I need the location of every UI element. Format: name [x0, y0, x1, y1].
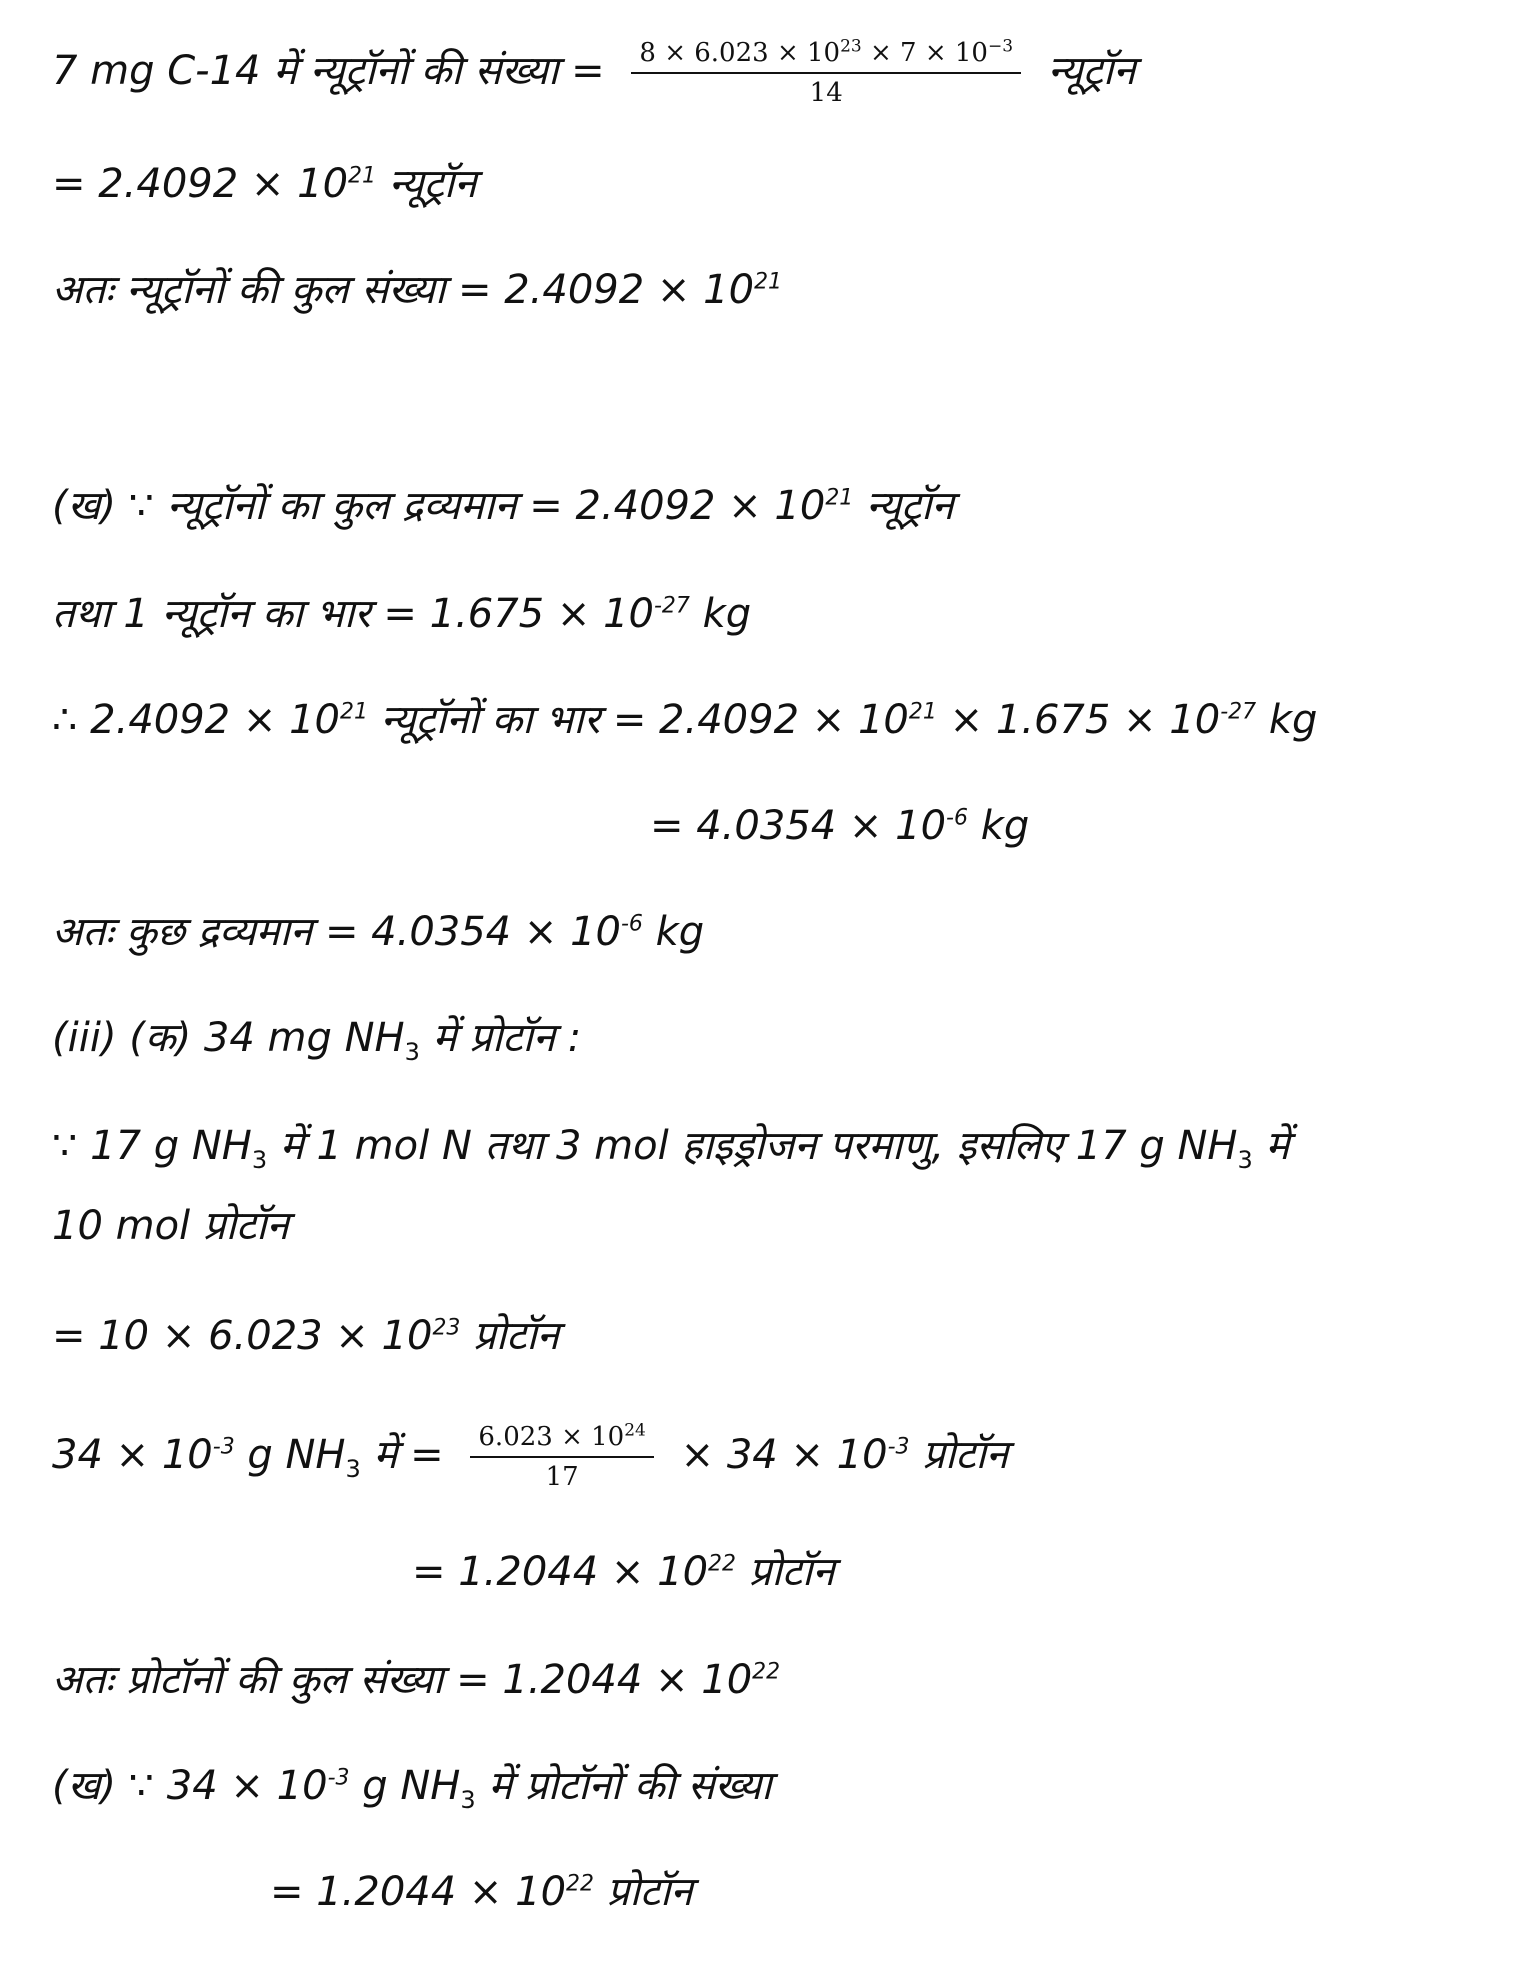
text-segment: प्रोटॉन — [460, 1313, 559, 1359]
superscript: 23 — [432, 1315, 461, 1341]
equation-line — [52, 1120, 1289, 1172]
text-segment: ∴ 2.4092 × 10 — [52, 697, 340, 743]
subscript: 3 — [404, 1038, 420, 1066]
equation-line — [52, 588, 751, 640]
equation-line — [650, 800, 1029, 852]
superscript: 22 — [708, 1551, 737, 1577]
text-segment: 10 mol प्रोटॉन — [52, 1203, 289, 1249]
text-segment: प्रोटॉन — [736, 1549, 835, 1595]
superscript: 21 — [754, 269, 783, 295]
text-segment: में = — [360, 1432, 444, 1478]
text-segment: (iii) (क) 34 mg NH — [52, 1015, 405, 1061]
subscript: 3 — [345, 1455, 361, 1483]
fraction — [631, 36, 1021, 110]
text-segment: kg — [642, 909, 705, 955]
text-segment: = 4.0354 × 10 — [650, 803, 947, 849]
text-segment: न्यूट्रॉन — [853, 483, 954, 529]
text-segment: 7 mg C-14 में न्यूट्रॉनों की संख्या = — [52, 48, 618, 94]
result-line — [52, 906, 704, 958]
text-segment: × 34 × 10 — [680, 1432, 888, 1478]
fraction — [470, 1420, 653, 1494]
text-segment: में प्रोटॉन : — [419, 1015, 582, 1061]
text-segment: g NH — [234, 1432, 346, 1478]
superscript: 22 — [566, 1871, 595, 1897]
text-segment: g NH — [349, 1763, 461, 1809]
equation-line — [52, 1200, 289, 1252]
superscript: 23 — [840, 36, 862, 57]
superscript: 21 — [339, 699, 368, 725]
text-segment: न्यूट्रॉन — [376, 161, 477, 207]
superscript: -6 — [946, 805, 968, 831]
text-segment: प्रोटॉन — [594, 1869, 693, 1915]
text-segment: = 10 × 6.023 × 10 — [52, 1313, 433, 1359]
text-segment: × 7 × 10 — [861, 38, 988, 68]
subscript: 3 — [460, 1786, 476, 1814]
equation-line — [52, 158, 476, 210]
superscript: -3 — [887, 1434, 910, 1460]
fraction-numerator — [470, 1420, 653, 1458]
superscript: -3 — [327, 1765, 350, 1791]
result-line — [52, 1654, 780, 1706]
text-segment: 8 × 6.023 × 10 — [639, 38, 841, 68]
text-segment: अतः प्रोटॉनों की कुल संख्या = 1.2044 × 10 — [52, 1657, 753, 1703]
text-segment: kg — [967, 803, 1030, 849]
subscript: 3 — [1237, 1146, 1253, 1174]
text-segment: = 2.4092 × 10 — [52, 161, 349, 207]
text-segment: में प्रोटॉनों की संख्या — [475, 1763, 772, 1809]
superscript: 21 — [348, 163, 377, 189]
text-segment: = 1.2044 × 10 — [412, 1549, 709, 1595]
equation-line — [52, 1310, 559, 1362]
equation-line — [270, 1866, 693, 1918]
superscript: -6 — [620, 911, 643, 937]
text-segment: × 1.675 × 10 — [936, 697, 1221, 743]
superscript: -27 — [1220, 699, 1257, 725]
text-segment: में — [1252, 1123, 1290, 1169]
text-segment: अतः न्यूट्रॉनों की कुल संख्या = 2.4092 × 10 — [52, 267, 755, 313]
equation-line-proton-fraction — [52, 1420, 1008, 1494]
subscript: 3 — [251, 1146, 268, 1174]
text-segment: 34 × 10 — [52, 1432, 213, 1478]
text-segment: न्यूट्रॉन — [1047, 48, 1136, 94]
section-heading — [52, 1012, 581, 1064]
text-segment: तथा 1 न्यूट्रॉन का भार = 1.675 × 10 — [52, 591, 654, 637]
text-segment: (ख) ∵ न्यूट्रॉनों का कुल द्रव्यमान = 2.4092 × 10 — [52, 483, 826, 529]
text-segment: प्रोटॉन — [909, 1432, 1009, 1478]
text-segment: अतः कुछ द्रव्यमान = 4.0354 × 10 — [52, 909, 621, 955]
text-segment: kg — [689, 591, 752, 637]
superscript: -27 — [653, 593, 690, 619]
superscript: -3 — [212, 1434, 235, 1460]
superscript: 21 — [825, 485, 854, 511]
equation-line-neutron-count — [52, 36, 1136, 110]
fraction-denominator: 17 — [545, 1462, 579, 1492]
text-segment: ∵ 17 g NH — [52, 1123, 252, 1169]
text-segment: 6.023 × 10 — [478, 1422, 625, 1452]
text-segment: (ख) ∵ 34 × 10 — [52, 1763, 328, 1809]
equation-line — [52, 694, 1317, 746]
text-segment: में 1 mol N तथा 3 mol हाइड्रोजन परमाणु, इसलिए 17 g NH — [267, 1123, 1238, 1169]
superscript: −3 — [987, 36, 1014, 57]
fraction-numerator — [631, 36, 1021, 74]
equation-line — [52, 480, 954, 532]
superscript: 24 — [624, 1420, 646, 1441]
text-segment: kg — [1256, 697, 1318, 743]
result-line — [52, 264, 782, 316]
fraction-denominator: 14 — [809, 78, 843, 108]
equation-line — [412, 1546, 835, 1598]
superscript: 21 — [908, 699, 937, 725]
superscript: 22 — [752, 1659, 781, 1685]
text-segment: न्यूट्रॉनों का भार = 2.4092 × 10 — [367, 697, 909, 743]
equation-line — [52, 1760, 772, 1812]
text-segment: = 1.2044 × 10 — [270, 1869, 567, 1915]
